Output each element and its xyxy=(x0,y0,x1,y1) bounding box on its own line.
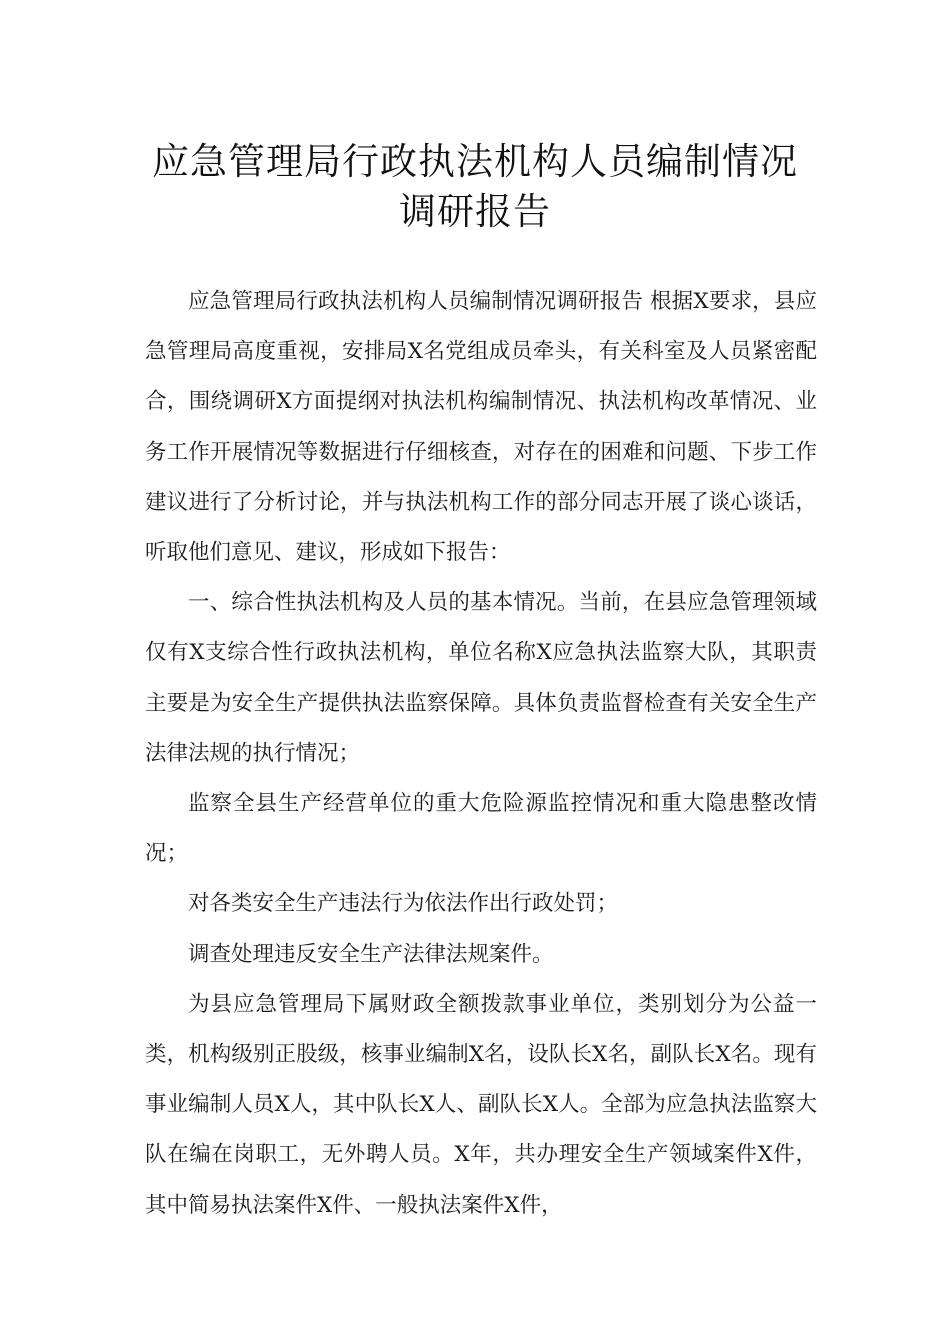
document-title-line-2: 调研报告 xyxy=(399,190,551,233)
paragraph-duty-penalty: 对各类安全生产违法行为依法作出行政处罚； xyxy=(188,891,619,917)
document-title-line-1: 应急管理局行政执法机构人员编制情况 xyxy=(152,140,798,183)
paragraph-duty-investigation: 调查处理违反安全生产法律法规案件。 xyxy=(188,941,554,967)
paragraph-duty-monitoring: 监察全县生产经营单位的重大危险源监控情况和重大隐患整改情况； xyxy=(145,791,817,867)
paragraph-section-1: 一、综合性执法机构及人员的基本情况。当前，在县应急管理领域仅有X支综合性行政执法机构，单位名称X应急执法监察大队，其职责主要是为安全生产提供执法监察保障。具体负责监督检查有关安全生产法律法规的执行情况； xyxy=(145,590,817,766)
document-body xyxy=(145,277,817,1231)
paragraph-staffing: 为县应急管理局下属财政全额拨款事业单位，类别划分为公益一类，机构级别正股级，核事业编制X名，设队长X名，副队长X名。现有事业编制人员X人，其中队长X人、副队长X人。全部为应急执法监察大队在编在岗职工，无外聘人员。X年，共办理安全生产领域案件X件，其中简易执法案件X件、一般执法案件X件， xyxy=(145,991,817,1218)
paragraph-intro: 应急管理局行政执法机构人员编制情况调研报告 根据X要求，县应急管理局高度重视，安排局X名党组成员牵头，有关科室及人员紧密配合，围绕调研X方面提纲对执法机构编制情况、执法机构改革情况、业务工作开展情况等数据进行仔细核查，对存在的困难和问题、下步工作建议进行了分析讨论，并与执法机构工作的部分同志开展了谈心谈话，听取他们意见、建议，形成如下报告： xyxy=(145,289,817,566)
